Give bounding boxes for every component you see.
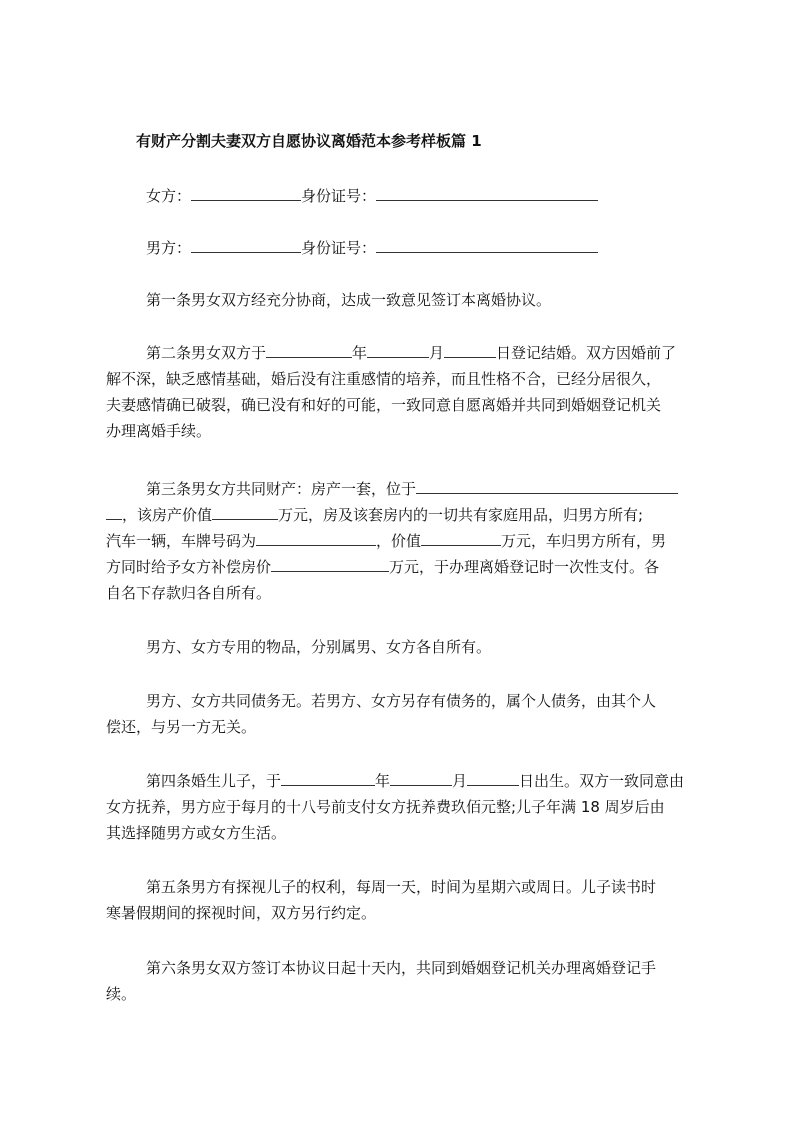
article-4-line-1: 第四条婚生儿子，于 年 月 日出生。双方一致同意由: [146, 772, 685, 790]
article-6: [106, 955, 706, 1007]
female-label: 女方：: [146, 187, 192, 205]
article-3-line-5: 自名下存款归各自所有。: [106, 584, 272, 602]
article-4-line-3: 其选择随男方或女方生活。: [106, 824, 287, 842]
article-3-line-3: 汽车一辆，车牌号码为 ，价值 万元，车归男方所有，男: [106, 532, 667, 550]
female-party-line: [146, 183, 746, 209]
article-6-line-2: 续。: [106, 985, 137, 1003]
female-name-blank[interactable]: [191, 185, 301, 201]
article-6-line-1: 第六条男女双方签订本协议日起十天内，共同到婚姻登记机关办理离婚登记手: [146, 959, 657, 977]
article-3-line-4: 方同时给予女方补偿房价 万元，于办理离婚登记时一次性支付。各: [106, 558, 660, 576]
article-5: [106, 874, 706, 926]
article-2-line-4: 办理离婚手续。: [106, 422, 212, 440]
compensation-blank[interactable]: [271, 556, 389, 572]
debt-line-1: 男方、女方共同债务无。若男方、女方另存有债务的，属个人债务，由其个人: [146, 692, 657, 710]
female-id-label: 身份证号：: [301, 187, 377, 205]
male-id-label: 身份证号：: [301, 239, 377, 257]
article-2-line-2: 解不深，缺乏感情基础，婚后没有注重感情的培养，而且性格不合，已经分居很久，: [106, 370, 662, 388]
marriage-year-blank[interactable]: [266, 342, 352, 358]
male-name-blank[interactable]: [191, 237, 301, 253]
article-1: 第一条男女双方经充分协商，达成一致意见签订本离婚协议。: [146, 291, 552, 309]
female-id-blank[interactable]: [376, 185, 598, 201]
article-5-line-2: 寒暑假期间的探视时间，双方另行约定。: [106, 904, 377, 922]
marriage-month-blank[interactable]: [367, 342, 429, 358]
article-2-line-3: 夫妻感情确已破裂，确已没有和好的可能，一致同意自愿离婚并共同到婚姻登记机关: [106, 396, 662, 414]
article-5-line-1: 第五条男方有探视儿子的权利，每周一天，时间为星期六或周日。儿子读书时: [146, 878, 657, 896]
marriage-day-blank[interactable]: [444, 342, 496, 358]
article-3: [106, 476, 706, 606]
article-3-line-1: 第三条男女方共同财产：房产一套，位于: [106, 476, 706, 502]
car-value-blank[interactable]: [421, 530, 501, 546]
property-value-blank[interactable]: [212, 504, 278, 520]
personal-items-clause: 男方、女方专用的物品，分别属男、女方各自所有。: [146, 638, 492, 656]
article-4: [106, 768, 706, 846]
male-id-blank[interactable]: [376, 237, 598, 253]
male-label: 男方：: [146, 239, 192, 257]
property-location-blank-cont[interactable]: [106, 504, 122, 520]
article-4-line-2: 女方抚养，男方应于每月的十八号前支付女方抚养费玖佰元整;儿子年满 18 周岁后由: [106, 798, 665, 816]
property-location-blank[interactable]: [416, 478, 678, 494]
debt-clause: [106, 688, 706, 740]
plate-number-blank[interactable]: [256, 530, 376, 546]
article-3-line-2: ，该房产价值 万元，房及该套房内的一切共有家庭用品，归男方所有;: [106, 502, 706, 528]
birth-day-blank[interactable]: [467, 770, 519, 786]
article-2-line-1: 第二条男女双方于 年 月 日登记结婚。双方因婚前了: [146, 344, 677, 362]
birth-month-blank[interactable]: [390, 770, 452, 786]
document-title: 有财产分割夫妻双方自愿协议离婚范本参考样板篇 1: [136, 132, 482, 150]
birth-year-blank[interactable]: [281, 770, 375, 786]
male-party-line: [146, 235, 746, 261]
article-2: [106, 340, 706, 444]
debt-line-2: 偿还，与另一方无关。: [106, 718, 257, 736]
